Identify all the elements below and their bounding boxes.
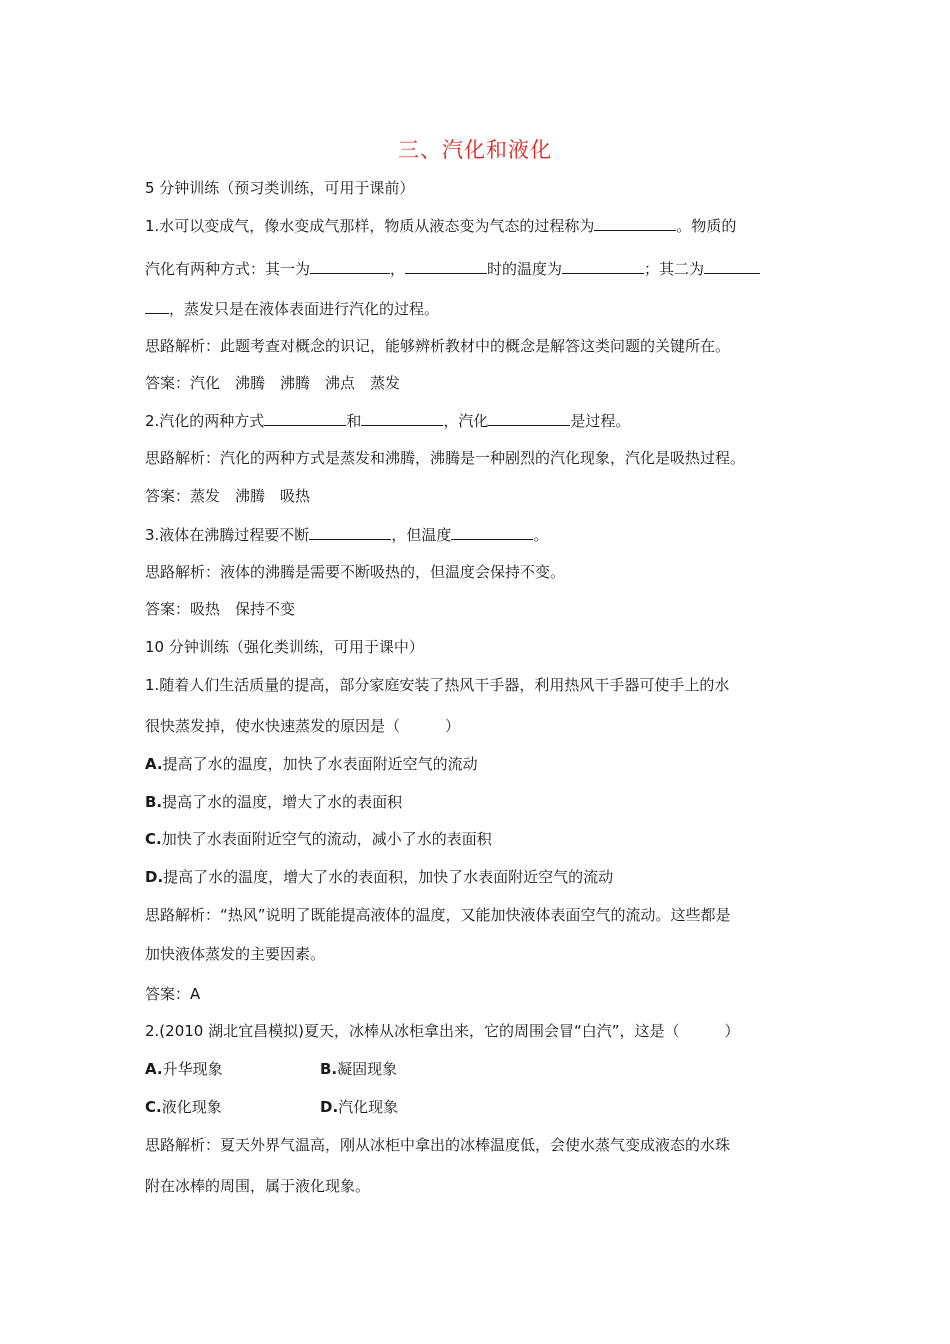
blank [145,298,169,314]
q4-answer: 答案：A [145,985,201,1003]
q5-option-c: C.液化现象 [145,1098,222,1116]
q3-answer: 答案：吸热 保持不变 [145,600,296,618]
q4-option-d: D.提高了水的温度，增大了水的表面积，加快了水表面附近空气的流动 [145,868,614,886]
q1-answer: 答案：汽化 沸腾 沸腾 沸点 蒸发 [145,374,401,392]
q2-answer: 答案：蒸发 沸腾 吸热 [145,487,311,505]
q5-option-a: A.升华现象 [145,1060,223,1078]
q3-line: 3.液体在沸腾过程要不断 ，但温度 。 [145,526,549,544]
blank [594,215,676,231]
section-heading-5min: 5 分钟训练（预习类训练，可用于课前） [145,179,415,197]
q4-option-b: B.提高了水的温度，增大了水的表面积 [145,793,403,811]
q1-line3: ，蒸发只是在液体表面进行汽化的过程。 [145,298,825,319]
q4-line1: 1.随着人们生活质量的提高，部分家庭安装了热风干手器，利用热风干手器可使手上的水 [145,676,730,694]
q1-analysis: 思路解析：此题考查对概念的识记，能够辨析教材中的概念是解答这类问题的关键所在。 [145,337,731,355]
q4-analysis-line2: 加快液体蒸发的主要因素。 [145,945,326,963]
blank [405,258,487,274]
blank [264,410,346,426]
blank [562,258,644,274]
blank [309,524,391,540]
q2-analysis: 思路解析：汽化的两种方式是蒸发和沸腾，沸腾是一种剧烈的汽化现象，汽化是吸热过程。 [145,449,746,467]
page-title: 三、汽化和液化 [398,138,552,162]
q2-line: 2.汽化的两种方式 和 ，汽化 是过程。 [145,412,631,430]
q4-line2: 很快蒸发掉，使水快速蒸发的原因是（ ） [145,717,461,735]
q5-options-ab [145,1059,825,1079]
blank [361,410,443,426]
q5-option-b: B.凝固现象 [320,1060,398,1078]
q5-analysis-line2: 附在冰棒的周围，属于液化现象。 [145,1177,371,1195]
q1-line2: 汽化有两种方式：其一为 ， 时的温度为 ；其二为 [145,258,825,279]
q5-options-cd [145,1097,825,1117]
blank [451,524,533,540]
q4-analysis-line1: 思路解析：“热风”说明了既能提高液体的温度，又能加快液体表面空气的流动。这些都是 [145,906,731,924]
section-heading-10min: 10 分钟训练（强化类训练，可用于课中） [145,638,424,656]
q3-analysis: 思路解析：液体的沸腾是需要不断吸热的，但温度会保持不变。 [145,563,566,581]
q5-line1: 2.(2010 湖北宜昌模拟)夏天，冰棒从冰柜拿出来，它的周围会冒“白汽”，这是（ ） [145,1022,740,1040]
q4-option-a: A.提高了水的温度，加快了水表面附近空气的流动 [145,755,478,773]
blank [488,410,570,426]
q5-option-d: D.汽化现象 [320,1098,399,1116]
blank [310,258,390,274]
q1-line1: 1.水可以变成气，像水变成气那样，物质从液态变为气态的过程称为 。物质的 [145,217,737,235]
q5-analysis-line1: 思路解析：夏天外界气温高，刚从冰柜中拿出的冰棒温度低，会使水蒸气变成液态的水珠 [145,1136,731,1154]
q4-option-c: C.加快了水表面附近空气的流动，减小了水的表面积 [145,830,492,848]
blank [704,258,760,274]
